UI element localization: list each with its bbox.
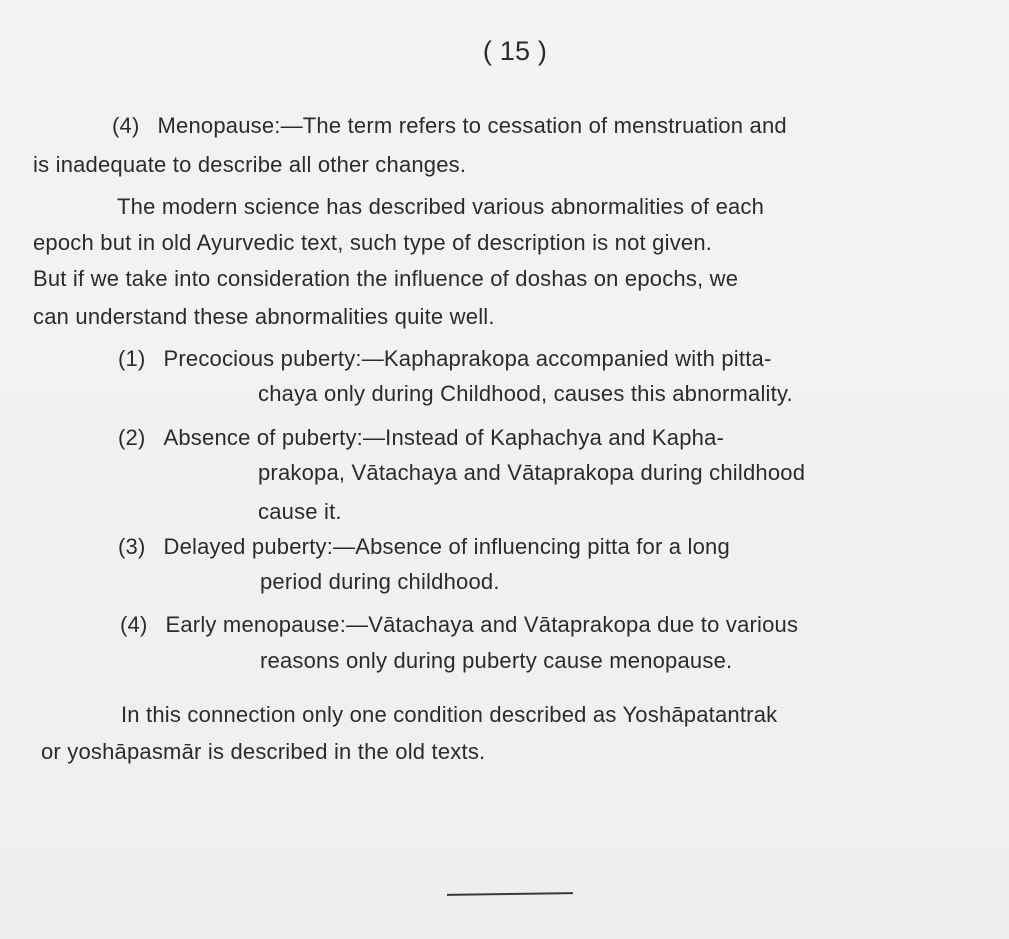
page-number: ( 15 ) [482,36,548,66]
closing-line-1: In this connection only one condition described as Yoshāpatantrak [121,702,778,727]
list-item-4-number: (4) [120,612,148,637]
section-4-line-1 [112,115,787,137]
list-item-1-text-1: Precocious puberty:—Kaphaprakopa accompanied with pitta- [163,346,772,371]
end-rule-divider [447,892,573,896]
paragraph-line-4: can understand these abnormalities quite well. [33,304,495,329]
closing-line-2: or yoshāpasmār is described in the old texts. [41,739,486,764]
list-item-3-text-1: Delayed puberty:—Absence of influencing pitta for a long [163,534,730,559]
list-item-4-line-1 [120,614,798,636]
list-item-4-line-2: reasons only during puberty cause menopause. [260,648,733,673]
list-item-4-text-1: Early menopause:—Vātachaya and Vātaprakopa due to various [165,612,799,637]
list-item-1-line-1 [118,348,771,370]
list-item-2-line-2: prakopa, Vātachaya and Vātaprakopa during childhood [258,460,806,485]
list-item-2-number: (2) [118,425,146,450]
list-item-3-line-2: period during childhood. [260,569,500,594]
paragraph-line-3: But if we take into consideration the influence of doshas on epochs, we [33,266,739,291]
paragraph-line-2: epoch but in old Ayurvedic text, such type of description is not given. [33,230,713,255]
section-4-text-1: Menopause:—The term refers to cessation of menstruation and [157,113,787,138]
list-item-3-number: (3) [118,534,146,559]
list-item-1-number: (1) [118,346,146,371]
list-item-3-line-1 [118,536,730,558]
section-4-number: (4) [112,113,140,138]
list-item-2-text-1: Absence of puberty:—Instead of Kaphachya and Kapha- [163,425,725,450]
list-item-1-line-2: chaya only during Childhood, causes this abnormality. [258,381,793,406]
list-item-2-line-3: cause it. [258,499,342,524]
section-4-line-2: is inadequate to describe all other changes. [33,152,467,177]
paragraph-line-1: The modern science has described various abnormalities of each [117,194,765,219]
list-item-2-line-1 [118,427,724,449]
